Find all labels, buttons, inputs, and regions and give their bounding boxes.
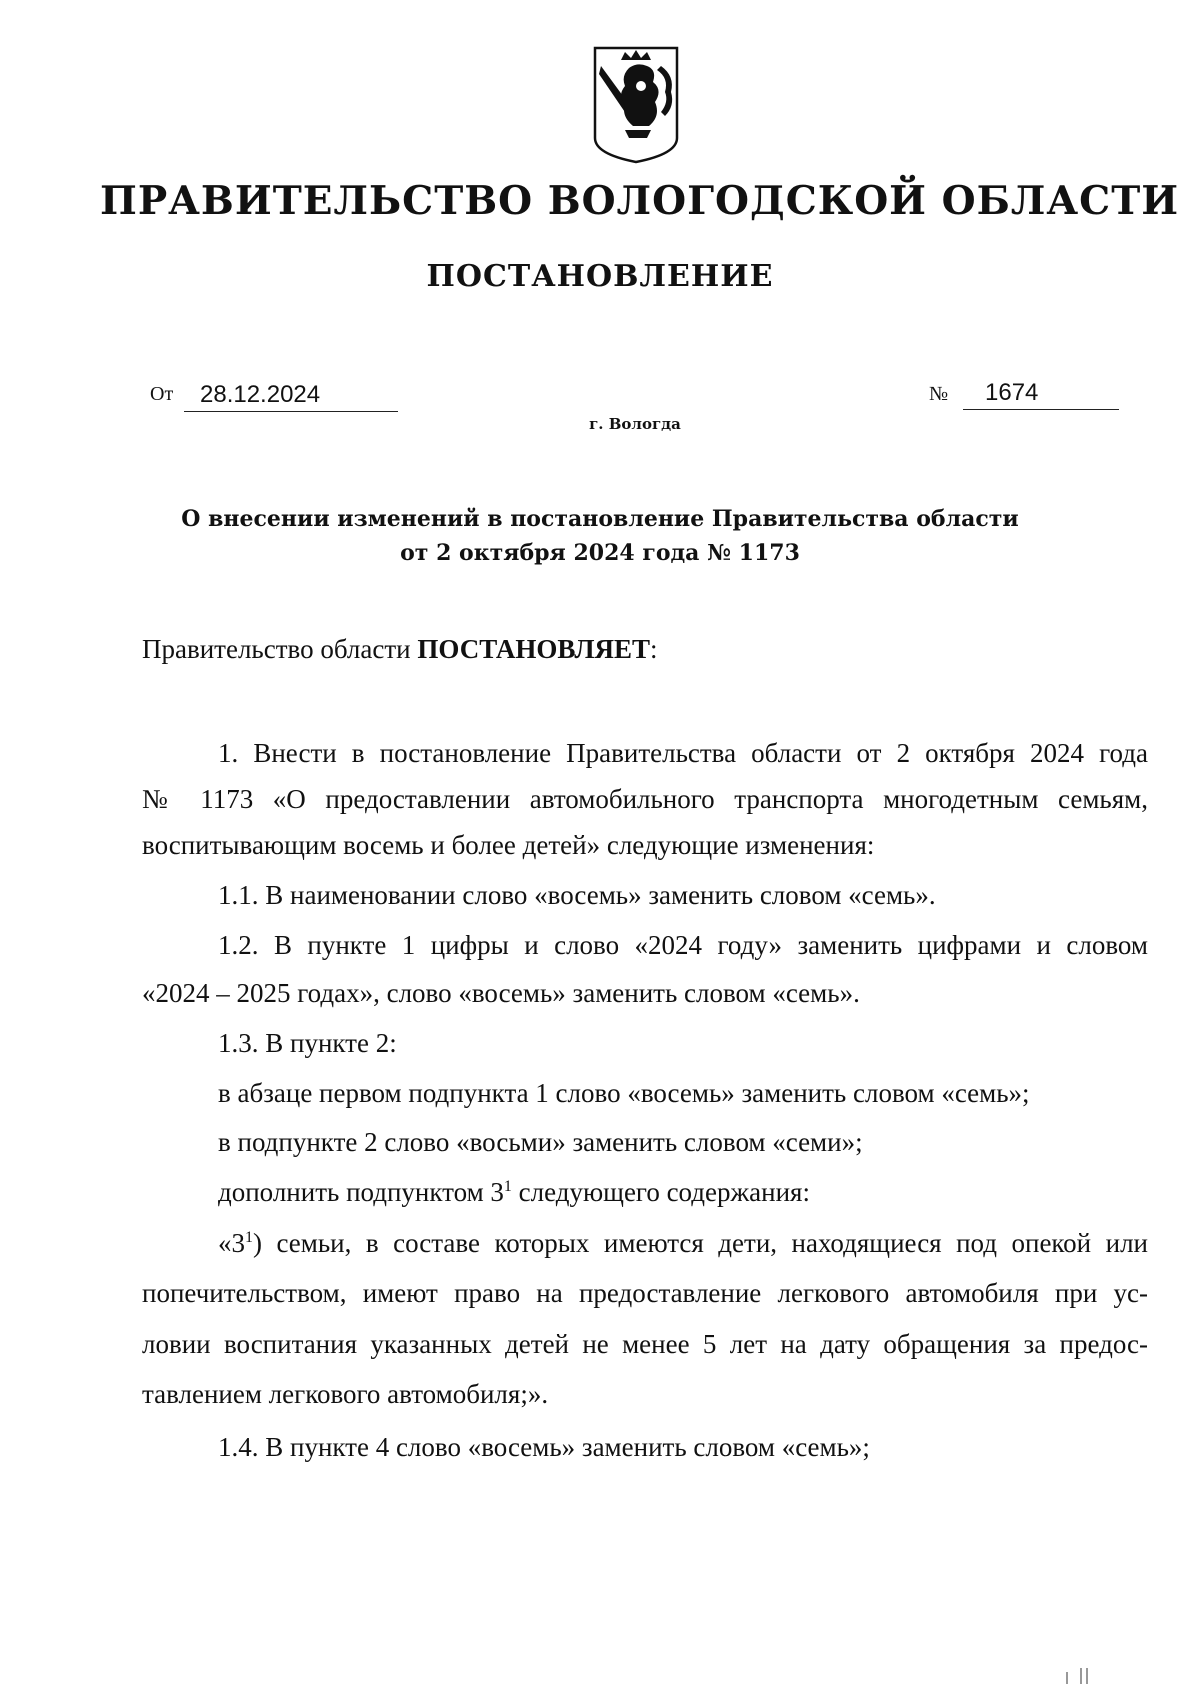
document-subject bbox=[150, 502, 1050, 570]
city-name: г. Вологда bbox=[589, 415, 681, 433]
paragraph-1-3-b: в подпункте 2 слово «восьми» заменить словом «семи»; bbox=[218, 1127, 863, 1157]
paragraph-1-3-a: в абзаце первом подпункта 1 слово «восемь» заменить словом «семь»; bbox=[218, 1078, 1030, 1108]
quote-line-4: тавлением легкового автомобиля;». bbox=[142, 1379, 549, 1409]
quote-line-1-rest: ) семьи, в составе которых имеются дети, находящиеся под опекой или bbox=[253, 1228, 1148, 1258]
paragraph-1-3: 1.3. В пункте 2: bbox=[218, 1028, 397, 1058]
document-type: ПОСТАНОВЛЕНИЕ bbox=[426, 259, 774, 294]
preamble bbox=[142, 634, 658, 665]
document-number: 1674 bbox=[985, 379, 1039, 406]
quote-start: «3 bbox=[218, 1228, 245, 1258]
paragraph-1-1: 1.1. В наименовании слово «восемь» заменить словом «семь». bbox=[218, 880, 936, 910]
paragraph-1-line-3: воспитывающим восемь и более детей» следующие изменения: bbox=[142, 830, 875, 860]
quote-superscript: 1 bbox=[245, 1229, 253, 1246]
vologda-coat-of-arms-icon bbox=[591, 46, 681, 164]
quote-line-1 bbox=[218, 1228, 1148, 1259]
p13c-text-end: следующего содержания: bbox=[511, 1177, 810, 1207]
subject-line-1: О внесении изменений в постановление Правительства области bbox=[181, 506, 1019, 532]
preamble-end: : bbox=[649, 634, 658, 664]
government-title: ПРАВИТЕЛЬСТВО ВОЛОГОДСКОЙ ОБЛАСТИ bbox=[100, 178, 1180, 224]
p13c-text: дополнить подпунктом 3 bbox=[218, 1177, 504, 1207]
number-label: № bbox=[929, 383, 949, 405]
scan-mark bbox=[1066, 1672, 1068, 1684]
p13c-superscript: 1 bbox=[503, 1178, 512, 1195]
preamble-text: Правительство области bbox=[142, 634, 418, 664]
scan-mark bbox=[1086, 1668, 1088, 1684]
paragraph-1-4: 1.4. В пункте 4 слово «восемь» заменить словом «семь»; bbox=[218, 1432, 870, 1462]
paragraph-1-2-line-2: «2024 – 2025 годах», слово «восемь» заменить словом «семь». bbox=[142, 978, 860, 1008]
quote-line-2: попечительством, имеют право на предоставление легкового автомобиля при ус- bbox=[142, 1278, 1148, 1308]
document-date: 28.12.2024 bbox=[200, 381, 321, 408]
scan-mark bbox=[1080, 1668, 1082, 1684]
subject-line-2: от 2 октября 2024 года № 1173 bbox=[400, 540, 800, 566]
quote-line-3: ловии воспитания указанных детей не менее 5 лет на дату обращения за предос- bbox=[142, 1329, 1148, 1359]
preamble-bold: ПОСТАНОВЛЯЕТ bbox=[417, 634, 650, 664]
paragraph-1-line-1: 1. Внести в постановление Правительства области от 2 октября 2024 года bbox=[218, 738, 1148, 768]
paragraph-1-2-line-1: 1.2. В пункте 1 цифры и слово «2024 году» заменить цифрами и словом bbox=[218, 930, 1148, 960]
date-label: От bbox=[150, 383, 174, 405]
paragraph-1-line-2: № 1173 «О предоставлении автомобильного транспорта многодетным семьям, bbox=[142, 784, 1148, 814]
paragraph-1-3-c bbox=[218, 1177, 810, 1208]
